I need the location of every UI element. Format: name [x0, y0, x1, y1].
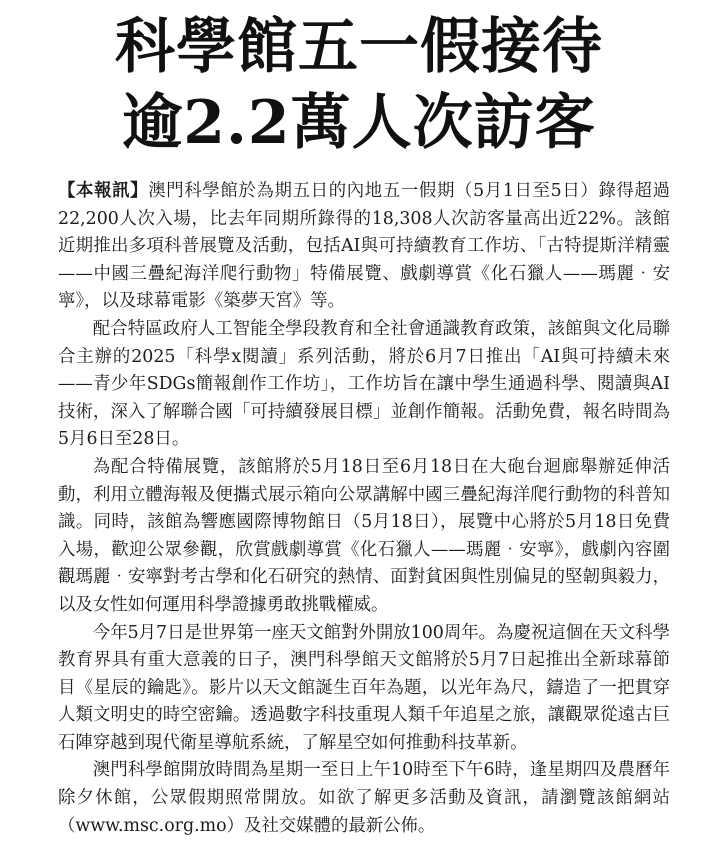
article-paragraph: 為配合特備展覽，該館將於5月18日至6月18日在大砲台迴廊舉辦延伸活動，利用立體海報及便攜式展示箱向公眾講解中國三疊紀海洋爬行動物的科普知識。同時，該館為響應國際博物館日（5月18日），展覽中心將於5月18日免費入場，歡迎公眾參觀，欣賞戲劇導賞《化石獵人——瑪麗‧安寧》，戲劇內容圍觀瑪麗‧安寧對考古學和化石研究的熱情、面對貧困與性別偏見的堅韌與毅力，以及女性如何運用科學證據勇敢挑戰權威。 — [58, 456, 670, 615]
headline-line-2: 逾2.2萬人次訪客 — [122, 88, 596, 158]
article-paragraph: 澳門科學館開放時間為星期一至日上午10時至下午6時，逢星期四及農曆年除夕休館，公眾假期照常開放。如欲了解更多活動及資訊，請瀏覽該館網站（www.msc.org.mo）及社交媒體的最新公佈。 — [58, 760, 670, 836]
article-paragraph — [58, 178, 670, 316]
article-paragraph: 配合特區政府人工智能全學段教育和全社會通識教育政策，該館與文化局聯合主辦的2025「科學x閱讀」系列活動，將於6月7日推出「AI與可持續未來——青少年SDGs簡報創作工作坊」，工作坊旨在讓中學生通過科學、閱讀與AI技術，深入了解聯合國「可持續發展目標」並創作簡報。活動免費，報名時間為5月6日至28日。 — [58, 318, 670, 450]
headline-line-1: 科學館五一假接待 — [115, 12, 603, 82]
dateline: 【本報訊】 — [58, 181, 149, 201]
article-paragraph: 今年5月7日是世界第一座天文館對外開放100周年。為慶祝這個在天文科學教育界具有重大意義的日子，澳門科學館天文館將於5月7日起推出全新球幕節目《星辰的鑰匙》。影片以天文館誕生百年為題，以光年為尺，鑄造了一把貫穿人類文明史的時空密鑰。透過數字科技重現人類千年追星之旅，讓觀眾從遠古巨石陣穿越到現代衛星導航系統，了解星空如何推動科技革新。 — [58, 622, 670, 753]
paragraph-text: 澳門科學館於為期五日的內地五一假期（5月1日至5日）錄得超過22,200人次入場，比去年同期所錄得的18,308人次訪客量高出近22%。該館近期推出多項科普展覽及活動，包括AI與可持續教育工作坊、「古特提斯洋精靈——中國三疊紀海洋爬行動物」特備展覽、戲劇導賞《化石獵人——瑪麗‧安寧》，以及球幕電影《築夢天宮》等。 — [58, 181, 670, 312]
article-body — [58, 178, 670, 840]
